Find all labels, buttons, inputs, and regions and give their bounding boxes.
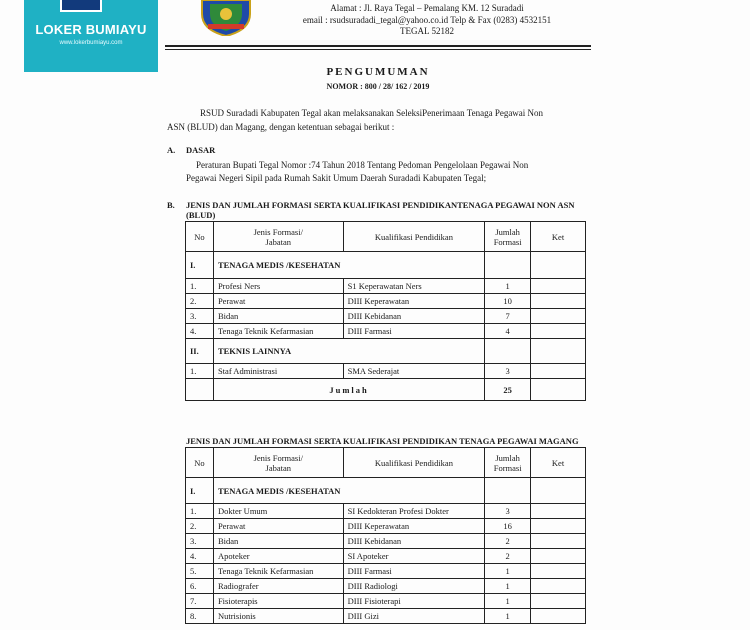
header-ket: Ket bbox=[531, 448, 586, 478]
header-jumlah: Jumlah Formasi bbox=[485, 448, 531, 478]
magang-table-heading: JENIS DAN JUMLAH FORMASI SERTA KUALIFIKASI PENDIDIKAN TENAGA PEGAWAI MAGANG bbox=[186, 436, 579, 446]
regency-crest-logo bbox=[198, 0, 254, 36]
watermark-badge bbox=[24, 0, 158, 72]
section-a-heading: DASAR bbox=[186, 145, 216, 155]
group-number: II. bbox=[186, 339, 214, 364]
total-label: Jumlah bbox=[213, 379, 484, 401]
group-row bbox=[186, 478, 586, 504]
section-a-line-1: Peraturan Bupati Tegal Nomor :74 Tahun 2018 Tentang Pedoman Pengelolaan Pegawai Non bbox=[196, 160, 529, 170]
table-row: 6. Radiografer DIII Radiologi 1 bbox=[186, 579, 586, 594]
letterhead-rule-thick bbox=[165, 45, 591, 47]
header-jumlah: Jumlah Formasi bbox=[485, 222, 531, 252]
table-row: 8. Nutrisionis DIII Gizi 1 bbox=[186, 609, 586, 624]
group-row bbox=[186, 339, 586, 364]
letterhead-email: email : rsudsuradadi_tegal@yahoo.co.id Telp & Fax (0283) 4532151 bbox=[302, 15, 552, 25]
page-title: PENGUMUMAN bbox=[326, 66, 430, 78]
table-row: 4. Tenaga Teknik Kefarmasian DIII Farmasi 4 bbox=[186, 324, 586, 339]
table-row: 3. Bidan DIII Kebidanan 7 bbox=[186, 309, 586, 324]
group-name: TEKNIS LAINNYA bbox=[213, 339, 484, 364]
letterhead-rule-thin bbox=[165, 49, 591, 50]
section-a-line-2: Pegawai Negeri Sipil pada Rumah Sakit Umum Daerah Suradadi Kabupaten Tegal; bbox=[186, 173, 487, 183]
total-row bbox=[186, 379, 586, 401]
table-row: 2. Perawat DIII Keperawatan 16 bbox=[186, 519, 586, 534]
briefcase-icon bbox=[60, 0, 102, 12]
table-row: 7. Fisioterapis DIII Fisioterapi 1 bbox=[186, 594, 586, 609]
watermark-title: LOKER BUMIAYU bbox=[35, 22, 147, 37]
table-row: 1. Dokter Umum SI Kedokteran Profesi Dokter 3 bbox=[186, 504, 586, 519]
group-number: I. bbox=[186, 252, 214, 279]
table-header-row bbox=[186, 448, 586, 478]
header-kualifikasi: Kualifikasi Pendidikan bbox=[343, 448, 485, 478]
table-row: 1. Profesi Ners S1 Keperawatan Ners 1 bbox=[186, 279, 586, 294]
table-row: 4. Apoteker SI Apoteker 2 bbox=[186, 549, 586, 564]
group-row bbox=[186, 252, 586, 279]
intro-line-1: RSUD Suradadi Kabupaten Tegal akan melaksanakan SeleksiPenerimaan Tenaga Pegawai Non bbox=[200, 108, 544, 118]
table-row: 2. Perawat DIII Keperawatan 10 bbox=[186, 294, 586, 309]
header-no: No bbox=[186, 448, 214, 478]
header-jenis: Jenis Formasi/ Jabatan bbox=[213, 222, 343, 252]
header-jenis: Jenis Formasi/ Jabatan bbox=[213, 448, 343, 478]
header-ket: Ket bbox=[531, 222, 586, 252]
section-b-heading-line-2: (BLUD) bbox=[186, 210, 216, 220]
table-header-row bbox=[186, 222, 586, 252]
formation-table-magang bbox=[185, 447, 586, 624]
section-a-letter: A. bbox=[167, 145, 176, 155]
section-b-heading-line-1: JENIS DAN JUMLAH FORMASI SERTA KUALIFIKASI PENDIDIKANTENAGA PEGAWAI NON ASN bbox=[186, 200, 575, 210]
intro-line-2: ASN (BLUD) dan Magang, dengan ketentuan sebagai berikut : bbox=[167, 122, 395, 132]
section-b-letter: B. bbox=[167, 200, 175, 210]
table-row: 1. Staf Administrasi SMA Sederajat 3 bbox=[186, 364, 586, 379]
group-name: TENAGA MEDIS /KESEHATAN bbox=[213, 478, 484, 504]
letterhead-city: TEGAL 52182 bbox=[400, 26, 454, 36]
group-name: TENAGA MEDIS /KESEHATAN bbox=[213, 252, 484, 279]
table-row: 3. Bidan DIII Kebidanan 2 bbox=[186, 534, 586, 549]
table-row: 5. Tenaga Teknik Kefarmasian DIII Farmasi 1 bbox=[186, 564, 586, 579]
header-no: No bbox=[186, 222, 214, 252]
letterhead-address: Alamat : Jl. Raya Tegal – Pemalang KM. 12 Suradadi bbox=[330, 3, 524, 13]
header-kualifikasi: Kualifikasi Pendidikan bbox=[343, 222, 485, 252]
group-number: I. bbox=[186, 478, 214, 504]
total-value: 25 bbox=[485, 379, 531, 401]
document-number: NOMOR : 800 / 28/ 162 / 2019 bbox=[326, 82, 430, 91]
watermark-url: www.lokerbumiayu.com bbox=[59, 40, 123, 46]
formation-table-non-asn bbox=[185, 221, 586, 401]
